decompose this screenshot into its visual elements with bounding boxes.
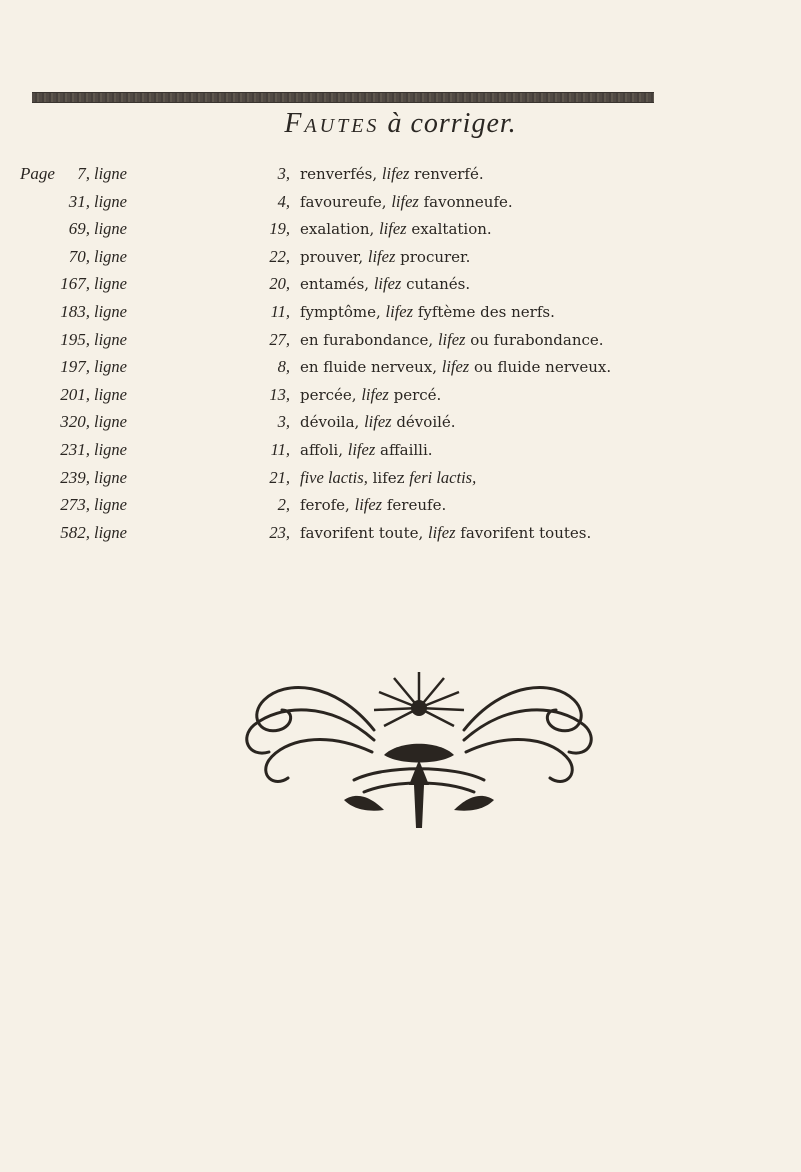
- errata-row: [20, 188, 790, 216]
- errata-list: [20, 160, 790, 546]
- page-number: 320,: [60, 412, 90, 432]
- correction-text: percée, lifez percé.: [300, 384, 442, 404]
- line-number: 20,: [269, 274, 290, 294]
- line-number: 19,: [269, 219, 290, 239]
- page-number: 31,: [68, 191, 90, 211]
- line-number: 22,: [269, 246, 290, 266]
- ligne-label: ligne: [94, 191, 127, 211]
- correction-text: renverfés, lifez renverfé.: [300, 164, 484, 183]
- errata-row: [20, 270, 790, 298]
- ligne-label: ligne: [94, 357, 127, 377]
- correction-text: ferofe, lifez fereufe.: [300, 495, 447, 515]
- correction-text: entamés, lifez cutanés.: [300, 274, 471, 294]
- correction-text: dévoila, lifez dévoilé.: [300, 412, 456, 432]
- page-number: 201,: [60, 384, 90, 404]
- line-number: 3,: [277, 164, 290, 183]
- ligne-label: ligne: [94, 495, 127, 515]
- errata-row: [20, 243, 790, 271]
- correction-text: fymptôme, lifez fyftème des nerfs.: [300, 301, 555, 321]
- page-number: 70,: [68, 246, 90, 266]
- errata-row: [20, 326, 790, 354]
- page-title: [0, 108, 801, 140]
- errata-row: [20, 491, 790, 519]
- correction-text: five lactis, lifez feri lactis,: [300, 467, 477, 487]
- title-caps: Fautes: [284, 108, 380, 139]
- line-number: 8,: [277, 357, 290, 377]
- line-number: 11,: [270, 439, 290, 459]
- correction-text: en fluide nerveux, lifez ou fluide nerveux.: [300, 357, 612, 377]
- header-rule: [32, 92, 654, 103]
- line-number: 4,: [277, 191, 290, 211]
- page-number: 167,: [60, 274, 90, 294]
- page-number: 231,: [60, 439, 90, 459]
- correction-text: affoli, lifez affailli.: [300, 439, 433, 459]
- page-number: 273,: [60, 495, 90, 515]
- correction-text: prouver, lifez procurer.: [300, 246, 471, 266]
- ligne-label: ligne: [94, 467, 127, 487]
- correction-text: exalation, lifez exaltation.: [300, 219, 492, 239]
- line-number: 13,: [269, 384, 290, 404]
- line-number: 11,: [270, 301, 290, 321]
- correction-text: en furabondance, lifez ou furabondance.: [300, 329, 604, 349]
- page-number: 7,: [77, 164, 90, 183]
- ligne-label: ligne: [94, 384, 127, 404]
- page-number: 69,: [68, 219, 90, 239]
- line-number: 2,: [277, 495, 290, 515]
- ligne-label: ligne: [94, 246, 127, 266]
- page-number: 195,: [60, 329, 90, 349]
- fleuron-ornament: [224, 660, 614, 830]
- errata-row: [20, 353, 790, 381]
- page-number: 183,: [60, 301, 90, 321]
- errata-row: [20, 408, 790, 436]
- ligne-label: ligne: [94, 274, 127, 294]
- page-number: 582,: [60, 522, 90, 542]
- ligne-label: ligne: [94, 164, 127, 183]
- line-number: 21,: [269, 467, 290, 487]
- correction-text: favorifent toute, lifez favorifent toutes.: [300, 522, 592, 542]
- correction-text: favoureufe, lifez favonneufe.: [300, 191, 513, 211]
- ligne-label: ligne: [94, 522, 127, 542]
- errata-row: [20, 464, 790, 492]
- line-number: 27,: [269, 329, 290, 349]
- ligne-label: ligne: [94, 219, 127, 239]
- title-rest: à corriger.: [387, 108, 517, 139]
- ligne-label: ligne: [94, 439, 127, 459]
- ligne-label: ligne: [94, 301, 127, 321]
- line-number: 3,: [277, 412, 290, 432]
- page-number: 197,: [60, 357, 90, 377]
- ligne-label: ligne: [94, 329, 127, 349]
- ligne-label: ligne: [94, 412, 127, 432]
- page-label: Page: [20, 164, 55, 183]
- errata-row: [20, 381, 790, 409]
- errata-row: [20, 160, 790, 188]
- errata-row: [20, 298, 790, 326]
- line-number: 23,: [269, 522, 290, 542]
- errata-row: [20, 436, 790, 464]
- errata-row: [20, 215, 790, 243]
- page-number: 239,: [60, 467, 90, 487]
- errata-row: [20, 519, 790, 547]
